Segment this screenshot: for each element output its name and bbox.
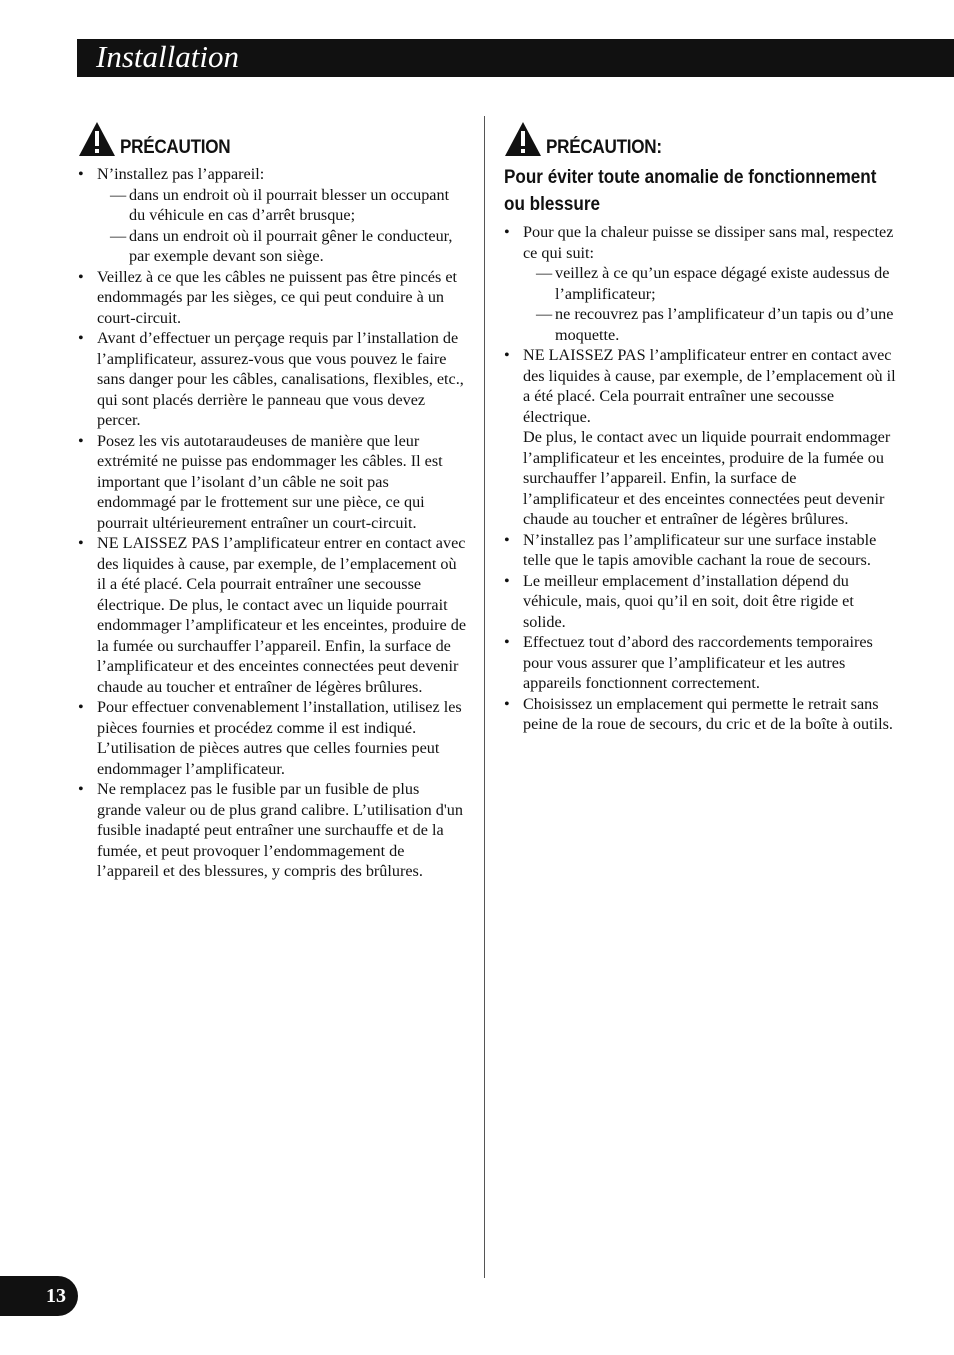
warning-triangle-icon	[504, 120, 542, 158]
dash-mark: —	[110, 185, 127, 204]
list-item: • Posez les vis autotaraudeuses de manière que leur extrémité ne puisse pas endommager les câbles. Il est important que l’isolant d’un câble ne soit pas endommagé par le frottement sur une pièce, ce qui pourrait ultérieurement entraîner un court-circuit.	[78, 431, 466, 534]
list-item: • N’installez pas l’appareil: — dans un endroit où il pourrait blesser un occupant du véhicule en cas d’arrêt brusque; — dans un endroit où il pourrait gêner le conducteur, par exemple devant son siège.	[78, 164, 466, 267]
caution-heading-text: PRÉCAUTION	[120, 137, 231, 158]
warning-triangle-icon	[78, 120, 116, 158]
header-bar	[77, 39, 954, 77]
list-item: • Ne remplacez pas le fusible par un fusible de plus grande valeur ou de plus grand calibre. L’utilisation d'un fusible inadapté peut entraîner une surchauffe et de la fumée, et peut provoquer l’endommagement de l’appareil et des blessures, y compris des brûlures.	[78, 779, 466, 882]
list-item: • NE LAISSEZ PAS l’amplificateur entrer en contact avec des liquides à cause, par exemple, de l’emplacement où il a été placé. Cela pourrait entraîner une secousse électrique. De plus, le contact avec un liquide pourrait endommager l’amplificateur et les enceintes, produire de la fumée ou surchauffer l’appareil. Enfin, la surface de l’amplificateur et des enceintes connectées peut devenir chaude au toucher et entraîner de légères brûlures.	[78, 533, 466, 697]
list-item: • Pour effectuer convenablement l’installation, utilisez les pièces fournies et procédez comme il est indiqué. L’utilisation de pièces autres que celles fournies peut endommager l’amplificateur.	[78, 697, 466, 779]
right-column	[504, 118, 896, 735]
section-subheading: Pour éviter toute anomalie de fonctionnement ou blessure	[504, 167, 877, 215]
list-item: • Choisissez un emplacement qui permette le retrait sans peine de la roue de secours, du cric et de la boîte à outils.	[504, 694, 896, 735]
list-item: • N’installez pas l’amplificateur sur une surface instable telle que le tapis amovible cachant la roue de secours.	[504, 530, 896, 571]
list-item: • Veillez à ce que les câbles ne puissent pas être pincés et endommagés par les sièges, ce qui peut conduire à un court-circuit.	[78, 267, 466, 329]
sub-list-item: — dans un endroit où il pourrait blesser un occupant du véhicule en cas d’arrêt brusque;	[110, 185, 450, 224]
left-bullet-list	[78, 164, 466, 882]
column-divider	[484, 116, 485, 1278]
list-item: • NE LAISSEZ PAS l’amplificateur entrer en contact avec des liquides à cause, par exemple, de l’emplacement où il a été placé. Cela pourrait entraîner une secousse électrique. De plus, le contact avec un liquide pourrait endommager l’amplificateur et les enceintes, produire de la fumée ou surchauffer l’appareil. Enfin, la surface de l’amplificateur et des enceintes connectées peut devenir chaude au toucher et entraîner de légères brûlures.	[504, 345, 896, 530]
dash-mark: —	[536, 264, 553, 282]
sub-list-item: — veillez à ce qu’un espace dégagé existe audessus de l’amplificateur;	[536, 264, 890, 303]
list-item: • Effectuez tout d’abord des raccordements temporaires pour vous assurer que l’amplificateur et les autres appareils fonctionnent correctement.	[504, 632, 896, 694]
page-number: 13	[46, 1285, 66, 1307]
right-caution-heading	[504, 118, 896, 158]
right-bullet-list	[504, 222, 896, 735]
page-title: Installation	[96, 39, 239, 74]
list-item: • Avant d’effectuer un perçage requis par l’installation de l’amplificateur, assurez-vous que vous pouvez le faire sans danger pour les câbles, canalisations, flexibles, etc., qui sont placés derrière le panneau que vous devez percer.	[78, 328, 466, 431]
left-column	[78, 118, 466, 882]
dash-mark: —	[110, 226, 127, 245]
left-caution-heading	[78, 118, 466, 158]
page-number-tab	[0, 1276, 78, 1316]
list-item: • Le meilleur emplacement d’installation dépend du véhicule, mais, quoi qu’il en soit, doit être rigide et solide.	[504, 571, 896, 633]
caution-heading-text: PRÉCAUTION:	[546, 137, 662, 158]
sub-list-item: — ne recouvrez pas l’amplificateur d’un tapis ou d’une moquette.	[536, 305, 894, 344]
sub-list-item: — dans un endroit où il pourrait gêner le conducteur, par exemple devant son siège.	[110, 226, 453, 265]
dash-mark: —	[536, 305, 553, 323]
list-item: • Pour que la chaleur puisse se dissiper sans mal, respectez ce qui suit: — veillez à ce qu’un espace dégagé existe audessus de l’amplificateur; — ne recouvrez pas l’amplificateur d’un tapis ou d’une moquette.	[504, 222, 896, 345]
